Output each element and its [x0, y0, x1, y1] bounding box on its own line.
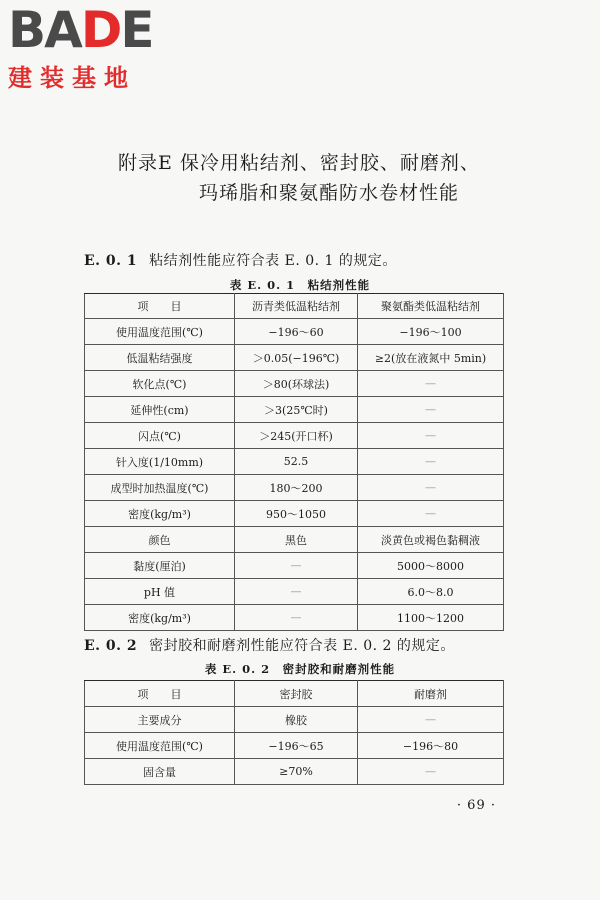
table-row: [85, 371, 504, 397]
table-cell: ＞245(开口杯): [235, 423, 358, 449]
table-cell: 颜色: [85, 527, 235, 553]
brand-logo: [8, 1, 153, 93]
appendix-title-line1: 附录E 保冷用粘结剂、密封胶、耐磨剂、: [118, 152, 480, 174]
table-row: [85, 475, 504, 501]
table-cell: 闪点(℃): [85, 423, 235, 449]
table-cell: 针入度(1/10mm): [85, 449, 235, 475]
header-cell: 密封胶: [235, 681, 358, 707]
table-cell: —: [358, 371, 504, 397]
table-cell: —: [358, 475, 504, 501]
table-row: [85, 707, 504, 733]
table-cell: 密度(kg/m³): [85, 605, 235, 631]
table-cell: 黑色: [235, 527, 358, 553]
table-cell: —: [235, 553, 358, 579]
table-cell: 淡黄色或褐色黏稠液: [358, 527, 504, 553]
table-cell: −196～100: [358, 319, 504, 345]
header-cell: 耐磨剂: [358, 681, 504, 707]
appendix-title-line2: 玛琋脂和聚氨酯防水卷材性能: [199, 182, 460, 204]
table-cell: 主要成分: [85, 707, 235, 733]
header-cell: 项 目: [85, 294, 235, 319]
table-row: [85, 579, 504, 605]
table-cell: ≥2(放在液氮中 5min): [358, 345, 504, 371]
table-cell: −196～65: [235, 733, 358, 759]
table-cell: 低温粘结强度: [85, 345, 235, 371]
table-cell: —: [235, 605, 358, 631]
table-row: [85, 501, 504, 527]
table-cell: 5000～8000: [358, 553, 504, 579]
table-cell: 180～200: [235, 475, 358, 501]
clause-e02: [84, 635, 455, 655]
table-caption-e02: 表 E. 0. 2 密封胶和耐磨剂性能: [204, 662, 396, 676]
clause-number: E. 0. 2: [84, 638, 138, 654]
brand-logo-wordmark: BADE: [8, 1, 153, 59]
table-row: [85, 605, 504, 631]
table-cell: —: [358, 707, 504, 733]
table-cell: —: [358, 449, 504, 475]
table-cell: 密度(kg/m³): [85, 501, 235, 527]
clause-text: 粘结剂性能应符合表 E. 0. 1 的规定。: [149, 253, 397, 269]
header-cell: 项 目: [85, 681, 235, 707]
table-cell: 橡胶: [235, 707, 358, 733]
clause-number: E. 0. 1: [84, 253, 138, 269]
table-row: [85, 733, 504, 759]
table-row: [85, 759, 504, 785]
table-cell: 52.5: [235, 449, 358, 475]
table-cell: 950～1050: [235, 501, 358, 527]
table-row: [85, 423, 504, 449]
table-cell: 成型时加热温度(℃): [85, 475, 235, 501]
table-cell: —: [235, 579, 358, 605]
table-cell: −196～80: [358, 733, 504, 759]
table-row: [85, 527, 504, 553]
table-row: [85, 397, 504, 423]
table-cell: 黏度(厘泊): [85, 553, 235, 579]
table-cell: 固含量: [85, 759, 235, 785]
table-cell: —: [358, 397, 504, 423]
table-cell: pH 值: [85, 579, 235, 605]
page-number: · 69 ·: [456, 798, 496, 813]
header-cell: 聚氨酯类低温粘结剂: [358, 294, 504, 319]
table-row: [85, 319, 504, 345]
table-binder-properties: [84, 293, 504, 631]
clause-text: 密封胶和耐磨剂性能应符合表 E. 0. 2 的规定。: [149, 638, 455, 654]
table-cell: —: [358, 423, 504, 449]
table-cell: ＞0.05(−196℃): [235, 345, 358, 371]
table-cell: 6.0～8.0: [358, 579, 504, 605]
table-sealant-abrasion-properties: [84, 680, 504, 785]
clause-e01: [84, 250, 397, 270]
table-header-row: [85, 294, 504, 319]
appendix-title: [118, 148, 480, 208]
table-cell: 软化点(℃): [85, 371, 235, 397]
table-cell: ≥70%: [235, 759, 358, 785]
header-cell: 沥青类低温粘结剂: [235, 294, 358, 319]
table-cell: ＞80(环球法): [235, 371, 358, 397]
table-cell: 使用温度范围(℃): [85, 733, 235, 759]
table-row: [85, 553, 504, 579]
table-cell: −196～60: [235, 319, 358, 345]
table-cell: —: [358, 501, 504, 527]
table-header-row: [85, 681, 504, 707]
table-cell: —: [358, 759, 504, 785]
table-caption-e01: 表 E. 0. 1 粘结剂性能: [229, 278, 371, 292]
table-cell: 使用温度范围(℃): [85, 319, 235, 345]
table-row: [85, 449, 504, 475]
table-row: [85, 345, 504, 371]
table-cell: 1100～1200: [358, 605, 504, 631]
table-cell: 延伸性(cm): [85, 397, 235, 423]
table-cell: ＞3(25℃时): [235, 397, 358, 423]
brand-logo-chinese: 建装基地: [8, 64, 136, 92]
